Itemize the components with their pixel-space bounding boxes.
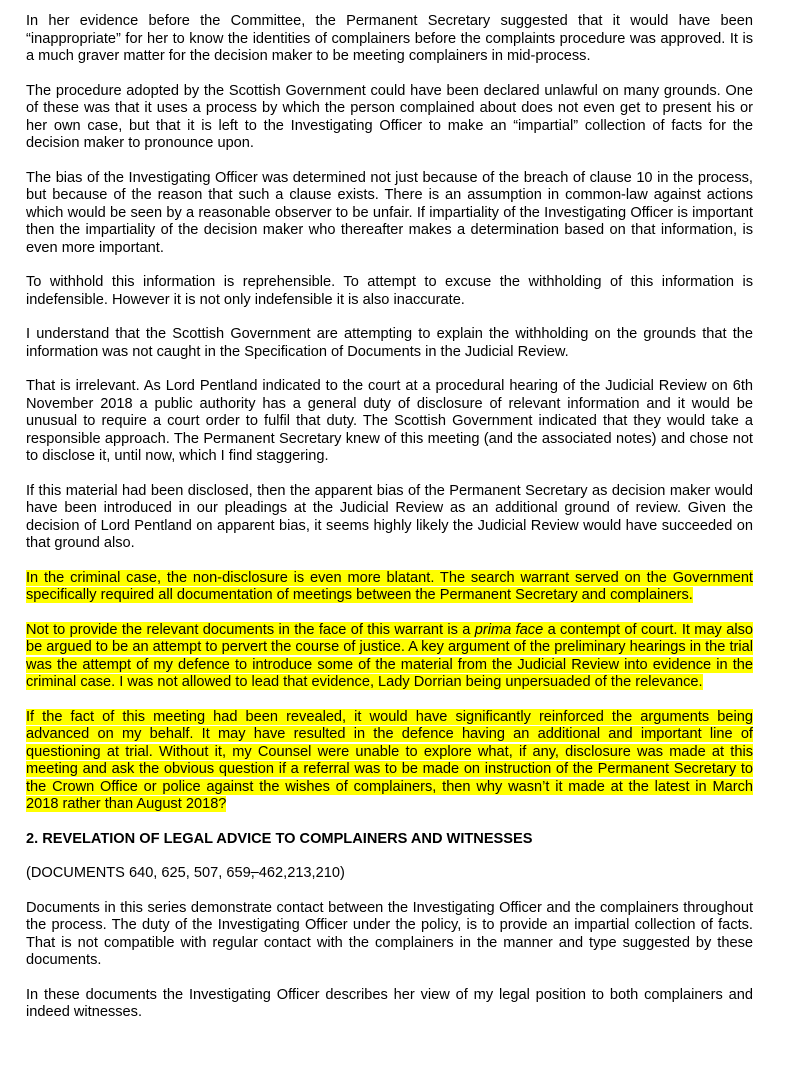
contempt-text-end: a contempt of court. It may also be argued to be an attempt to pervert the course of justice. A key argument of the preliminary hearings in the trial was the attempt of my defence to introduce some of the material from the Judicial Review into evidence in the criminal case. I was not allowed to lead that evidence, Lady Dorrian being unpersuaded of the relevance.	[26, 621, 753, 690]
paragraph-criminal-case	[26, 570, 753, 605]
contempt-text-start: Not to provide the relevant documents in the face of this warrant is a	[26, 621, 475, 638]
prima-face-italic: prima face	[474, 621, 544, 638]
highlight-meeting-revealed: If the fact of this meeting had been revealed, it would have significantly reinforced the arguments being advanced on my behalf. It may have resulted in the defence having an additional and important line of questioning at trial. Without it, my Counsel were unable to explore what, if any, disclosure was made at this meeting and ask the obvious question if a referral was to be made on instruction of the Permanent Secretary to the Crown Office or police against the wishes of complainers, then why wasn’t it made at the latest in March 2018 rather than August 2018?	[26, 708, 753, 812]
paragraph-legal-position: In these documents the Investigating Officer describes her view of my legal position to both complainers and indeed witnesses.	[26, 986, 753, 1020]
documents-list-end: 462,213,210)	[258, 865, 345, 881]
paragraph-irrelevant: That is irrelevant. As Lord Pentland indicated to the court at a procedural hearing of the Judicial Review on 6th November 2018 a public authority has a general duty of disclosure of relevant information and it would be unusual to require a court order to fulfil that duty. The Scottish Government indicated that they would take a responsible approach. The Permanent Secretary knew of this meeting (and the associated notes) and chose not to disclose it, until now, which I find staggering.	[26, 378, 753, 464]
paragraph-committee-evidence: In her evidence before the Committee, the Permanent Secretary suggested that it would have been “inappropriate” for her to know the identities of complainers before the complaints procedure was approved. It is a much graver matter for the decision maker to be meeting complainers in mid-process.	[26, 13, 753, 64]
paragraph-contempt-of-court	[26, 622, 753, 692]
documents-struck-separator: ,	[250, 865, 259, 881]
paragraph-apparent-bias: If this material had been disclosed, then the apparent bias of the Permanent Secretary as decision maker would have been introduced in our pleadings at the Judicial Review as an additional ground of review. Given the decision of Lord Pentland on apparent bias, it seems highly likely the Judicial Review would have succeeded on that ground also.	[26, 482, 753, 551]
documents-list-start: (DOCUMENTS 640, 625, 507, 659	[26, 865, 251, 881]
paragraph-documents-series: Documents in this series demonstrate contact between the Investigating Officer and the complainers throughout the process. The duty of the Investigating Officer under the policy, is to provide an impartial collection of facts. That is not compatible with regular contact with the complainers in the manner and type suggested by these documents.	[26, 899, 753, 968]
paragraph-withhold-information: To withhold this information is reprehensible. To attempt to excuse the withholding of this information is indefensible. However it is not only indefensible it is also inaccurate.	[26, 274, 753, 308]
paragraph-meeting-revealed	[26, 709, 753, 814]
highlight-contempt-of-court	[26, 622, 753, 691]
section-heading: 2. REVELATION OF LEGAL ADVICE TO COMPLAINERS AND WITNESSES	[26, 830, 533, 847]
paragraph-investigating-officer-bias: The bias of the Investigating Officer was determined not just because of the breach of clause 10 in the process, but because of the reason that such a clause exists. There is an assumption in common-law against actions which would be seen by a reasonable observer to be unfair. If impartiality of the Investigating Officer is important then the impartiality of the decision maker who thereafter makes a determination based on that information, is even more important.	[26, 169, 753, 256]
paragraph-procedure-unlawful: The procedure adopted by the Scottish Government could have been declared unlawful on many grounds. One of these was that it uses a process by which the person complained about does not even get to present his or her own case, but that it is left to the Investigating Officer to make an “impartial” collection of facts for the decision maker to pronounce upon.	[26, 82, 753, 151]
highlight-criminal-case: In the criminal case, the non-disclosure is even more blatant. The search warrant served on the Government specifically required all documentation of meetings between the Permanent Secretary and complainers.	[26, 569, 753, 603]
paragraph-specification-of-documents: I understand that the Scottish Government are attempting to explain the withholding on the grounds that the information was not caught in the Specification of Documents in the Judicial Review.	[26, 326, 753, 360]
documents-reference	[26, 865, 753, 883]
